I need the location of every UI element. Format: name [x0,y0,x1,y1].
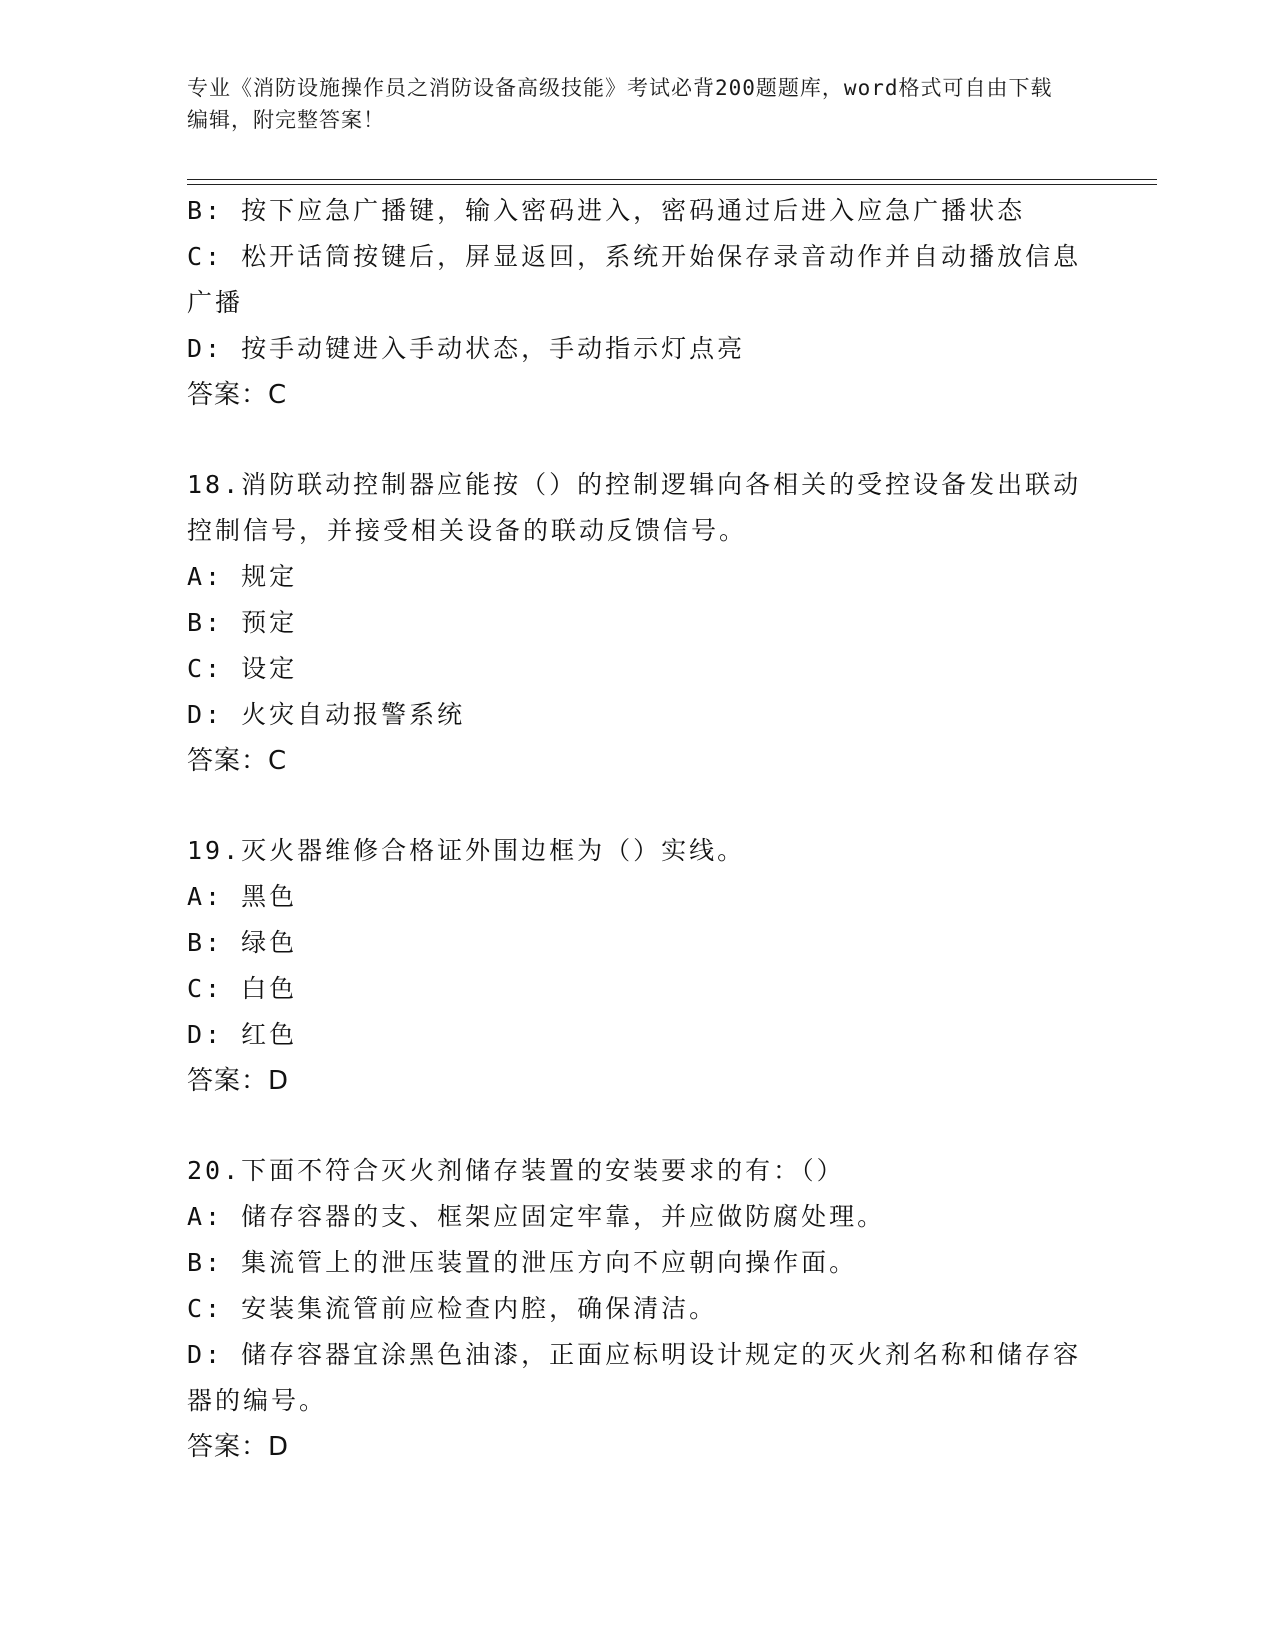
answer-line: 答案：C [187,380,288,410]
question-stem: 20.下面不符合灭火剂储存装置的安装要求的有：（） [187,1156,845,1185]
option-b: B: 集流管上的泄压装置的泄压方向不应朝向操作面。 [187,1248,858,1277]
header-divider-bottom [187,184,1157,185]
option-a: A: 黑色 [187,882,298,911]
option-d: D: 红色 [187,1020,298,1049]
option-c: C: 白色 [187,974,298,1003]
answer-line: 答案：D [187,1432,290,1462]
option-c: C: 设定 [187,654,298,683]
option-b: B: 绿色 [187,928,298,957]
question-19 [187,828,1087,1104]
option-d: D: 按手动键进入手动状态，手动指示灯点亮 [187,334,746,363]
question-content [187,188,1087,1470]
option-a: A: 储存容器的支、框架应固定牢靠，并应做防腐处理。 [187,1202,886,1231]
spacer [187,418,1087,462]
question-18 [187,462,1087,784]
option-d: D: 储存容器宜涂黑色油漆，正面应标明设计规定的灭火剂名称和储存容器的编号。 [187,1340,1082,1415]
question-stem: 18.消防联动控制器应能按（）的控制逻辑向各相关的受控设备发出联动控制信号，并接受相关设备的联动反馈信号。 [187,470,1082,545]
answer-line: 答案：D [187,1066,290,1096]
continued-question [187,188,1087,418]
option-d: D: 火灾自动报警系统 [187,700,466,729]
option-b: B: 按下应急广播键，输入密码进入，密码通过后进入应急广播状态 [187,196,1026,225]
option-c: C: 松开话筒按键后，屏显返回，系统开始保存录音动作并自动播放信息广播 [187,242,1082,317]
option-b: B: 预定 [187,608,298,637]
option-c: C: 安装集流管前应检查内腔，确保清洁。 [187,1294,718,1323]
question-stem: 19.灭火器维修合格证外围边框为（）实线。 [187,836,746,865]
document-header: 专业《消防设施操作员之消防设备高级技能》考试必背200题题库，word格式可自由下载编辑，附完整答案！ [187,76,1053,132]
answer-line: 答案：C [187,746,288,776]
spacer [187,1104,1087,1148]
document-page [187,0,1157,1650]
question-20 [187,1148,1087,1470]
spacer [187,784,1087,828]
header-divider-top [187,179,1157,180]
option-a: A: 规定 [187,562,298,591]
